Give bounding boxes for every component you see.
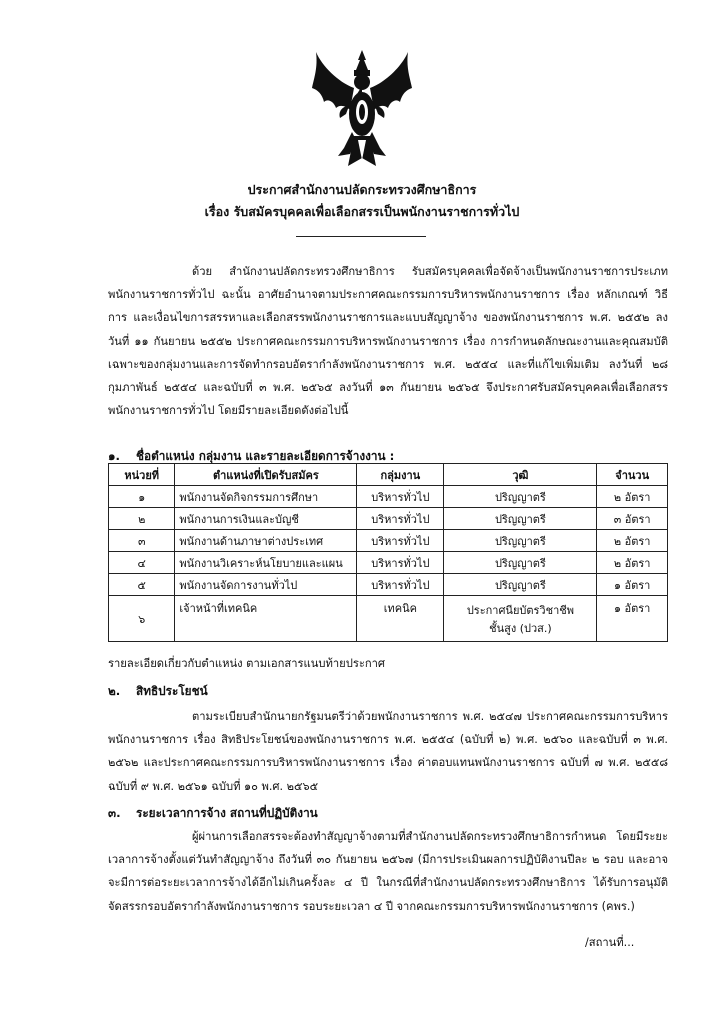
section-3-body: ผู้ผ่านการเลือกสรรจะต้องทำสัญญาจ้างตามที่สำนักงานปลัดกระทรวงศึกษาธิการกำหนด โดยมีระยะเวลาการจ้างตั้งแต่วันทำสัญญาจ้าง ถึงวันที่ ๓๐ กันยายน ๒๕๖๗ (มีการประเมินผลการปฏิบัติงานปีละ ๒ รอบ และอาจจะมีการต่อระยะเวลาการจ้างได้อีกไม่เกินครั้งละ ๔ ปี ในกรณีที่สำนักงานปลัดกระทรวงศึกษาธิการ ได้รับการอนุมัติจัดสรรกรอบอัตรากำลังพนักงานราชการ รอบระยะเวลา ๔ ปี จากคณะกรรมการบริหารพนักงานราชการ (คพร.): [108, 830, 668, 913]
section-2-title: สิทธิประโยชน์: [136, 684, 208, 698]
table-note: รายละเอียดเกี่ยวกับตำแหน่ง ตามเอกสารแนบท้ายประกาศ: [108, 657, 385, 670]
cell-unit: ๓: [109, 530, 175, 552]
cell-group: บริหารทั่วไป: [357, 508, 444, 530]
cell-count: ๑ อัตรา: [597, 596, 668, 642]
cell-unit: ๔: [109, 552, 175, 574]
cell-count: ๑ อัตรา: [597, 574, 668, 596]
cell-degree: ปริญญาตรี: [444, 552, 597, 574]
cell-group: บริหารทั่วไป: [357, 574, 444, 596]
table-header-row: [109, 464, 668, 486]
column-header-position: ตำแหน่งที่เปิดรับสมัคร: [175, 464, 357, 486]
cell-position: พนักงานการเงินและบัญชี: [175, 508, 357, 530]
announcement-title: ประกาศสำนักงานปลัดกระทรวงศึกษาธิการ: [247, 182, 477, 197]
cell-position: พนักงานจัดการงานทั่วไป: [175, 574, 357, 596]
table-row: [109, 530, 668, 552]
cell-position: พนักงานจัดกิจกรรมการศึกษา: [175, 486, 357, 508]
cell-unit: ๖: [109, 596, 175, 642]
cell-unit: ๑: [109, 486, 175, 508]
cell-count: ๒ อัตรา: [597, 486, 668, 508]
cell-degree: ปริญญาตรี: [444, 574, 597, 596]
cell-degree: [444, 596, 597, 642]
cell-unit: ๕: [109, 574, 175, 596]
section-2-heading: [108, 682, 208, 701]
cell-group: บริหารทั่วไป: [357, 530, 444, 552]
cell-degree: ปริญญาตรี: [444, 508, 597, 530]
table-row: [109, 574, 668, 596]
table-row: [109, 596, 668, 642]
column-header-count: จำนวน: [597, 464, 668, 486]
cell-degree-line1: ประกาศนียบัตรวิชาชีพ: [466, 603, 574, 617]
cell-group: เทคนิค: [357, 596, 444, 642]
cell-position: เจ้าหน้าที่เทคนิค: [175, 596, 357, 642]
table-row: [109, 552, 668, 574]
positions-table: [108, 463, 668, 642]
section-2-number: ๒.: [108, 684, 121, 698]
cell-position: พนักงานด้านภาษาต่างประเทศ: [175, 530, 357, 552]
cell-degree: ปริญญาตรี: [444, 530, 597, 552]
title-divider: [296, 236, 426, 237]
cell-degree: ปริญญาตรี: [444, 486, 597, 508]
cell-degree-line2: ชั้นสูง (ปวส.): [489, 621, 552, 635]
section-2-body: ตามระเบียบสำนักนายกรัฐมนตรีว่าด้วยพนักงานราชการ พ.ศ. ๒๕๔๗ ประกาศคณะกรรมการบริหารพนักงานราชการ เรื่อง สิทธิประโยชน์ของพนักงานราชการ พ.ศ. ๒๕๕๔ (ฉบับที่ ๒) พ.ศ. ๒๕๖๐ และฉบับที่ ๓ พ.ศ. ๒๕๖๒ และประกาศคณะกรรมการบริหารพนักงานราชการ เรื่อง ค่าตอบแทนพนักงานราชการ ฉบับที่ ๗ พ.ศ. ๒๕๕๘ ฉบับที่ ๙ พ.ศ. ๒๕๖๑ ฉบับที่ ๑๐ พ.ศ. ๒๕๖๕: [108, 710, 668, 793]
cell-count: ๒ อัตรา: [597, 552, 668, 574]
cell-position: พนักงานวิเคราะห์นโยบายและแผน: [175, 552, 357, 574]
column-header-group: กลุ่มงาน: [357, 464, 444, 486]
table-row: [109, 486, 668, 508]
section-1-title: ชื่อตำแหน่ง กลุ่มงาน และรายละเอียดการจ้างงาน :: [136, 449, 395, 463]
table-row: [109, 508, 668, 530]
column-header-degree: วุฒิ: [444, 464, 597, 486]
garuda-emblem-icon: [308, 48, 416, 170]
section-3-number: ๓.: [108, 806, 121, 820]
section-3-title: ระยะเวลาการจ้าง สถานที่ปฏิบัติงาน: [136, 806, 318, 820]
continuation-marker: /สถานที่...: [585, 936, 635, 949]
cell-group: บริหารทั่วไป: [357, 486, 444, 508]
intro-paragraph: ด้วย สำนักงานปลัดกระทรวงศึกษาธิการ รับสมัครบุคคลเพื่อจัดจ้างเป็นพนักงานราชการประเภทพนักงานราชการทั่วไป ฉะนั้น อาศัยอำนาจตามประกาศคณะกรรมการบริหารพนักงานราชการ เรื่อง หลักเกณฑ์ วิธีการ และเงื่อนไขการสรรหาและเลือกสรรพนักงานราชการและแบบสัญญาจ้าง ของพนักงานราชการ พ.ศ. ๒๕๕๒ ลงวันที่ ๑๑ กันยายน ๒๕๕๒ ประกาศคณะกรรมการบริหารพนักงานราชการ เรื่อง การกำหนดลักษณะงานและคุณสมบัติเฉพาะของกลุ่มงานและการจัดทำกรอบอัตรากำลังพนักงานราชการ พ.ศ. ๒๕๕๔ และที่แก้ไขเพิ่มเติม ลงวันที่ ๒๘ กุมภาพันธ์ ๒๕๕๔ และฉบับที่ ๓ พ.ศ. ๒๕๖๕ ลงวันที่ ๑๓ กันยายน ๒๕๖๕ จึงประกาศรับสมัครบุคคลเพื่อเลือกสรรพนักงานราชการทั่วไป โดยมีรายละเอียดดังต่อไปนี้: [108, 265, 668, 418]
announcement-subject: เรื่อง รับสมัครบุคคลเพื่อเลือกสรรเป็นพนักงานราชการทั่วไป: [204, 204, 520, 219]
section-1-number: ๑.: [108, 449, 120, 463]
column-header-unit: หน่วยที่: [109, 464, 175, 486]
section-3-heading: [108, 804, 318, 823]
cell-count: ๓ อัตรา: [597, 508, 668, 530]
cell-group: บริหารทั่วไป: [357, 552, 444, 574]
cell-unit: ๒: [109, 508, 175, 530]
cell-count: ๒ อัตรา: [597, 530, 668, 552]
